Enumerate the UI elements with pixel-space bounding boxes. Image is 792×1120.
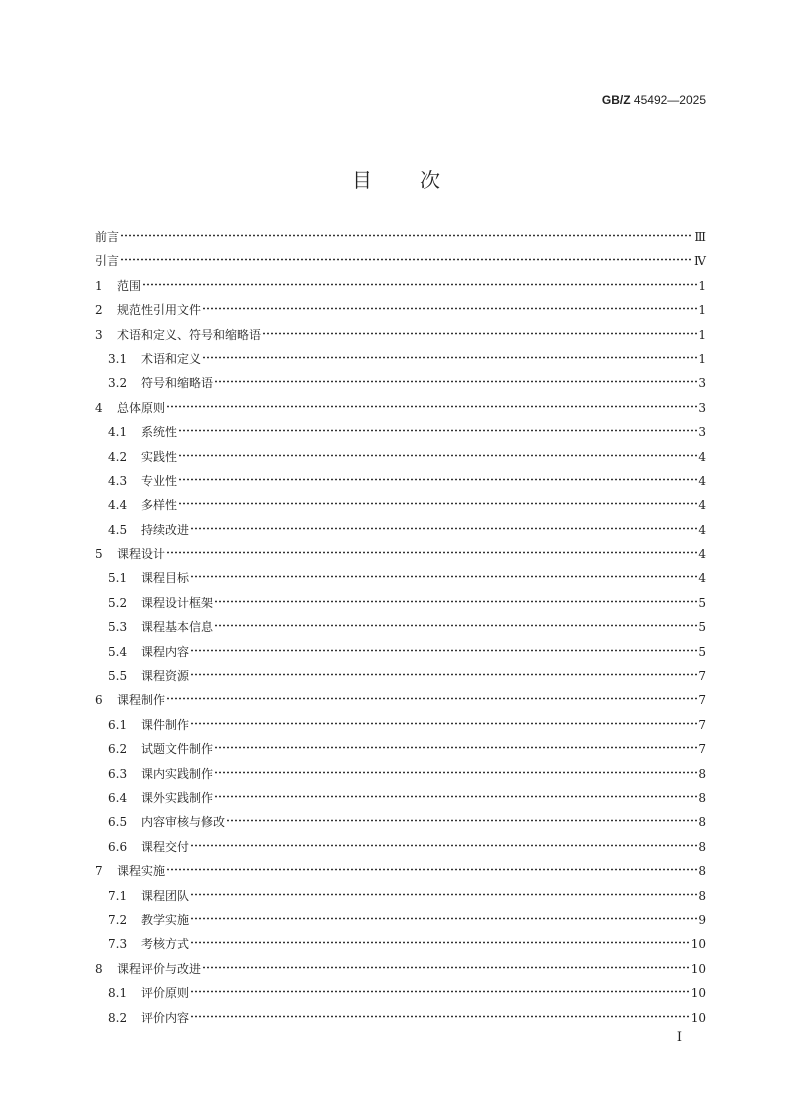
toc-dot-leader [214,795,697,798]
toc-title-char-1: 目 [352,168,372,192]
toc-entry[interactable] [95,447,706,471]
toc-entry-page: 10 [690,1010,706,1025]
toc-dot-leader [262,332,697,335]
toc-entry[interactable] [95,568,706,592]
toc-dot-leader [178,502,697,505]
toc-entry-number: 5.3 [108,620,128,635]
toc-entry-label: 课程基本信息 [141,620,214,635]
toc-dot-leader [214,746,697,749]
toc-entry[interactable] [95,715,706,739]
toc-dot-leader [190,917,697,920]
toc-dot-leader [190,990,690,993]
toc-entry[interactable] [95,495,706,519]
toc-entry-number: 6.3 [108,766,128,781]
toc-entry-label: 总体原则 [117,400,166,415]
toc-entry-number: 4.3 [108,473,128,488]
toc-entry[interactable] [95,300,706,324]
toc-entry-number: 2 [95,303,103,318]
toc-entry[interactable] [95,373,706,397]
toc-entry-label: 课程实施 [117,864,166,879]
toc-entry-label: 持续改进 [141,522,190,537]
toc-dot-leader [214,624,697,627]
toc-dot-leader [166,868,697,871]
toc-entry[interactable] [95,788,706,812]
toc-entry-number: 4 [95,400,103,415]
toc-title-char-2: 次 [420,168,440,192]
toc-entry[interactable] [95,398,706,422]
toc-entry-number: 7 [95,864,103,879]
toc-entry-page: 8 [698,839,706,854]
toc-entry-label: 课程制作 [117,693,166,708]
toc-entry-label: 规范性引用文件 [117,303,202,318]
toc-entry-page: 8 [698,815,706,830]
toc-entry-number: 8 [95,961,103,976]
toc-entry-page: 3 [698,425,706,440]
toc-entry-number: 3.2 [108,376,128,391]
toc-entry-number: 5.5 [108,669,128,684]
toc-entry[interactable] [95,471,706,495]
toc-dot-leader [214,771,697,774]
toc-entry-label: 范围 [117,278,142,293]
toc-entry-page: 7 [698,693,706,708]
toc-entry[interactable] [95,325,706,349]
toc-entry-page: 4 [698,547,706,562]
toc-entry-label: 术语和定义 [141,351,202,366]
toc-entry-number: 6 [95,693,103,708]
toc-entry[interactable] [95,812,706,836]
toc-entry-number: 4.5 [108,522,128,537]
toc-dot-leader [190,941,690,944]
toc-entry-number: 6.2 [108,742,128,757]
toc-entry[interactable] [95,1008,706,1032]
toc-entry[interactable] [95,934,706,958]
toc-entry-label: 专业性 [141,473,178,488]
toc-dot-leader [214,600,697,603]
toc-entry-page: 8 [698,888,706,903]
toc-entry[interactable] [95,861,706,885]
toc-entry-page: Ⅲ [694,230,706,244]
toc-entry[interactable] [95,837,706,861]
table-of-contents [95,227,706,1032]
toc-entry-number: 6.5 [108,815,128,830]
toc-entry-label: 实践性 [141,449,178,464]
toc-entry[interactable] [95,617,706,641]
toc-entry[interactable] [95,886,706,910]
toc-entry[interactable] [95,690,706,714]
toc-entry-number: 3.1 [108,351,128,366]
toc-dot-leader [190,575,697,578]
toc-entry-label: 考核方式 [141,937,190,952]
toc-entry-label: 系统性 [141,425,178,440]
toc-entry-number: 3 [95,327,103,342]
toc-dot-leader [202,307,697,310]
toc-entry-label: 课内实践制作 [141,766,214,781]
toc-entry[interactable] [95,422,706,446]
toc-entry-label: 试题文件制作 [141,742,214,757]
toc-dot-leader [190,527,697,530]
toc-entry[interactable] [95,593,706,617]
toc-entry-label: 引言 [95,254,120,269]
toc-entry-page: 8 [698,766,706,781]
toc-entry[interactable] [95,983,706,1007]
toc-entry-label: 课件制作 [141,717,190,732]
toc-entry-label: 内容审核与修改 [141,815,226,830]
standard-code-number: 45492—2025 [633,93,706,107]
toc-entry-label: 课程评价与改进 [117,961,202,976]
toc-entry-number: 6.6 [108,839,128,854]
toc-entry-number: 6.4 [108,790,128,805]
toc-entry-page: 10 [690,986,706,1001]
toc-entry-page: 7 [698,742,706,757]
toc-dot-leader [190,649,697,652]
toc-dot-leader [214,380,697,383]
toc-entry-label: 课程团队 [141,888,190,903]
toc-dot-leader [178,454,697,457]
toc-entry-page: Ⅳ [694,254,706,269]
toc-dot-leader [202,356,697,359]
toc-entry-number: 5.2 [108,595,128,610]
toc-entry-number: 6.1 [108,717,128,732]
toc-entry[interactable] [95,349,706,373]
toc-entry-page: 5 [698,595,706,610]
toc-entry-page: 9 [698,912,706,927]
toc-entry-label: 符号和缩略语 [141,376,214,391]
toc-entry[interactable] [95,642,706,666]
toc-entry-label: 教学实施 [141,912,190,927]
toc-entry-number: 5.4 [108,644,128,659]
toc-entry-label: 课程资源 [141,669,190,684]
toc-entry-page: 8 [698,864,706,879]
toc-entry-page: 10 [690,937,706,952]
toc-entry-number: 7.3 [108,937,128,952]
toc-entry-label: 评价内容 [141,1010,190,1025]
toc-entry-number: 5.1 [108,571,128,586]
toc-dot-leader [178,429,697,432]
toc-dot-leader [190,673,697,676]
toc-dot-leader [142,283,697,286]
page-folio: Ⅰ [676,1030,682,1045]
toc-entry-page: 1 [698,303,706,318]
toc-entry-page: 10 [690,961,706,976]
toc-entry-page: 7 [698,669,706,684]
toc-entry-page: 8 [698,790,706,805]
toc-entry-label: 评价原则 [141,986,190,1001]
toc-entry[interactable] [95,739,706,763]
toc-dot-leader [202,966,690,969]
standard-code [602,93,706,107]
toc-entry-number: 7.2 [108,912,128,927]
toc-entry[interactable] [95,544,706,568]
toc-entry[interactable] [95,276,706,300]
toc-dot-leader [178,478,697,481]
toc-entry-label: 多样性 [141,498,178,513]
toc-dot-leader [120,234,693,237]
toc-entry-number: 8.2 [108,1010,128,1025]
toc-entry-number: 1 [95,278,103,293]
toc-entry-label: 课程目标 [141,571,190,586]
toc-entry-label: 课程内容 [141,644,190,659]
toc-entry-number: 5 [95,547,103,562]
toc-entry-page: 4 [698,571,706,586]
toc-dot-leader [190,844,697,847]
toc-title [0,164,792,193]
toc-entry-label: 课程设计框架 [141,595,214,610]
toc-entry-page: 4 [698,522,706,537]
toc-entry[interactable] [95,764,706,788]
toc-entry[interactable] [95,227,706,251]
toc-dot-leader [166,551,697,554]
toc-entry-page: 5 [698,620,706,635]
toc-entry-label: 课程设计 [117,547,166,562]
toc-entry-number: 4.2 [108,449,128,464]
toc-entry[interactable] [95,251,706,275]
toc-entry-page: 1 [698,327,706,342]
toc-entry[interactable] [95,666,706,690]
toc-dot-leader [190,893,697,896]
toc-entry[interactable] [95,520,706,544]
toc-entry-page: 5 [698,644,706,659]
standard-code-prefix: GB/Z [601,93,631,107]
toc-entry-page: 1 [698,351,706,366]
toc-entry-page: 4 [698,449,706,464]
toc-entry-label: 前言 [95,230,120,244]
toc-dot-leader [190,722,697,725]
toc-entry-page: 4 [698,498,706,513]
toc-dot-leader [226,819,697,822]
toc-entry-number: 4.4 [108,498,128,513]
toc-entry-number: 8.1 [108,986,128,1001]
toc-entry-number: 4.1 [108,425,128,440]
toc-entry[interactable] [95,959,706,983]
toc-dot-leader [190,1015,690,1018]
toc-entry-label: 课程交付 [141,839,190,854]
toc-dot-leader [166,405,697,408]
toc-entry-page: 7 [698,717,706,732]
toc-dot-leader [166,697,697,700]
toc-entry[interactable] [95,910,706,934]
toc-entry-label: 课外实践制作 [141,790,214,805]
toc-entry-label: 术语和定义、符号和缩略语 [117,327,262,342]
toc-dot-leader [120,258,693,261]
toc-entry-page: 4 [698,473,706,488]
toc-entry-page: 3 [698,376,706,391]
toc-entry-number: 7.1 [108,888,128,903]
toc-entry-page: 3 [698,400,706,415]
toc-entry-page: 1 [698,278,706,293]
